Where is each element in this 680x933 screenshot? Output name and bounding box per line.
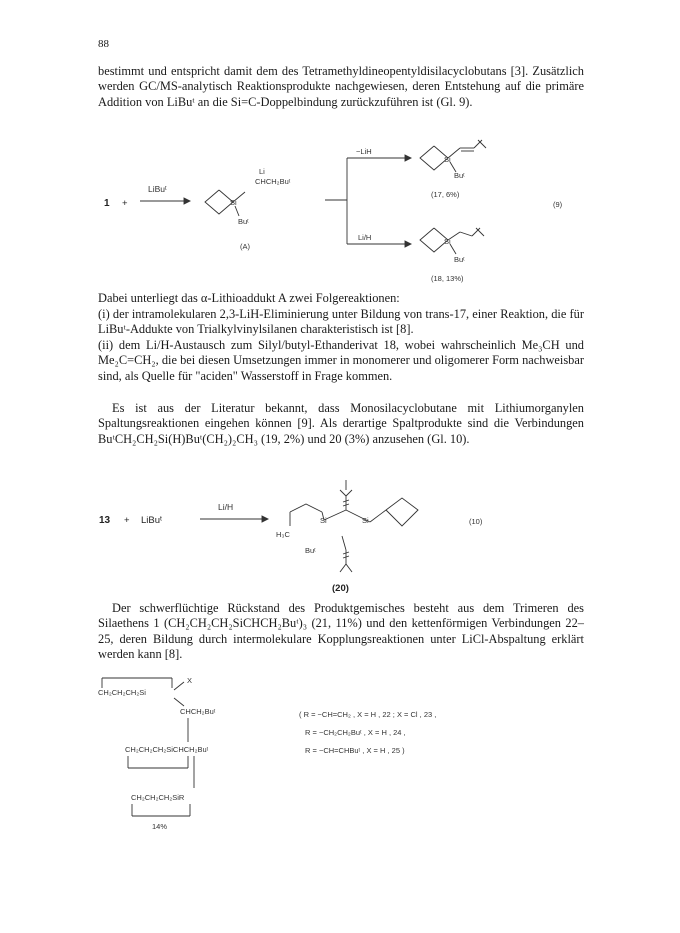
paragraph-literature: Es ist aus der Literatur bekannt, dass Monosilacyclobutane mit Lithiumorganylen Spaltungsreaktionen eingehen können [9]. Als derartige Spaltprodukte sind die Verbindungen BuᵗCH₂CH₂Si(H)Buᵗ(CH₂)₂CH₃ (19, 2%) und 20 (3%) anzusehen (Gl. 10). (98, 401, 584, 446)
scheme-definition-1: ( R = −CH=CH₂ , X = H , 22 ; X = Cl , 23 , (299, 710, 437, 719)
eq10-start-compound: 13 (99, 515, 111, 526)
eq9-intermediate-chain: CHCH₂Buᵗ (255, 177, 291, 186)
scheme-definition-2: R = −CH₂CH₂Buᵗ , X = H , 24 , (305, 728, 406, 737)
eq9-product18-label: (18, 13%) (431, 274, 464, 283)
paragraph-residue: Der schwerflüchtige Rückstand des Produktgemisches besteht aus dem Trimeren des Silaethens 1 (CH₂CH₂CH₂SiCHCH₂Buᵗ)₃ (21, 11%) und den kettenförmigen Verbindungen 22–25, deren Bildung durch intermolekulare Kopplungsreaktionen unter LiCl-Abspaltung erklärt werden kann [8]. (98, 601, 584, 662)
scheme-percent: 14% (152, 822, 168, 831)
paragraph-followup: Dabei unterliegt das α-Lithioaddukt A zwei Folgereaktionen: (98, 291, 400, 305)
eq9-intermediate-label: (A) (240, 242, 250, 251)
eq10-number: (10) (469, 517, 483, 526)
eq9-product18-but: Buᵗ (454, 255, 465, 264)
eq10-arrow-label: Li/H (218, 502, 234, 512)
eq10-si2: Si (362, 516, 369, 525)
eq9-number: (9) (553, 200, 563, 209)
eq10-but: Buᵗ (305, 546, 316, 555)
page-number: 88 (98, 38, 109, 50)
eq9-product17-si: Si (444, 155, 451, 164)
eq9-plus: + (122, 198, 128, 209)
paragraph-item-i: (i) der intramolekularen 2,3-LiH-Eliminierung unter Bildung von trans-17, einer Reaktion, die für LiBuᵗ-Addukte von Trialkylvinylsilanen charakteristisch ist [8]. (98, 307, 584, 337)
eq9-intermediate-but: Buᵗ (238, 217, 249, 226)
eq9-arrow-main (140, 196, 190, 206)
eq10-plus: + (124, 515, 130, 526)
eq9-product17-label: (17, 6%) (431, 190, 460, 199)
eq10-reagent: LiBuᵗ (141, 515, 163, 526)
scheme-row1: CH₂CH₂CH₂Si (98, 688, 146, 697)
scheme-row2: CHCH₂Buᵗ (180, 707, 216, 716)
eq9-lower-arrow-label: Li/H (358, 233, 372, 242)
scheme-definition-3: R = −CH=CHBuᵗ , X = H , 25 ) (305, 746, 405, 755)
eq9-reagent: LiBuᵗ (148, 184, 167, 194)
eq9-upper-arrow-label: −LiH (356, 147, 372, 156)
eq9-intermediate-li: Li (259, 167, 265, 176)
eq10-arrow (200, 514, 268, 524)
scheme-row3: CH₂CH₂CH₂SiCHCH₂Buᵗ (125, 745, 209, 754)
eq10-si1: Si (320, 516, 327, 525)
eq10-methyl: H₃C (276, 530, 290, 539)
eq10-product-structure (286, 476, 426, 586)
paragraph-intro: bestimmt und entspricht damit dem des Tetramethyldineopentyldisilacyclobutans [3]. Zusätzlich werden GC/MS-analytisch Reaktionsprodukte nachgewiesen, deren Entstehung auf die primäre Addition von LiBuᵗ an die Si=C-Doppelbindung zurückzuführen ist (Gl. 9). (98, 64, 584, 109)
paragraph-item-ii: (ii) dem Li/H-Austausch zum Silyl/butyl-Ethanderivat 18, wobei wahrscheinlich Me₃CH und Me₂C=CH₂, die bei diesen Umsetzungen immer in monomerer und oligomerer Form nachweisbar sind, als Quelle für "aciden" Wasserstoff in Frage kommen. (98, 338, 584, 383)
eq9-start-compound: 1 (104, 198, 110, 209)
eq9-product17-but: Buᵗ (454, 171, 465, 180)
scheme-row4: CH₂CH₂CH₂SiR (131, 793, 185, 802)
eq10-product-label: (20) (332, 583, 349, 594)
eq9-product18-si: Si (444, 237, 451, 246)
scheme-x: X (187, 676, 193, 685)
eq9-intermediate-si: Si (230, 198, 237, 207)
